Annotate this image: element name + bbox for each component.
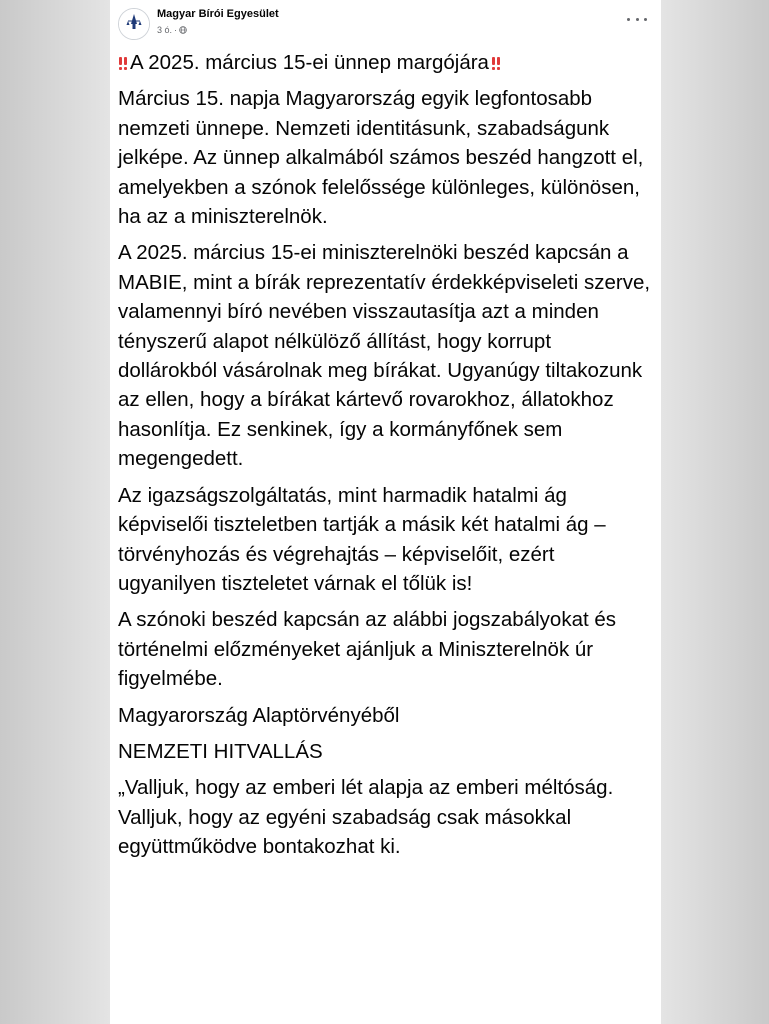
double-exclamation-icon xyxy=(491,55,501,71)
post-paragraph: Magyarország Alaptörvényéből xyxy=(118,703,400,727)
globe-icon xyxy=(179,26,187,34)
post-paragraph: A szónoki beszéd kapcsán az alábbi jogszabályokat és történelmi előzményeket ajánljuk a Miniszterelnök úr figyelmébe. xyxy=(118,608,617,691)
post-title-line xyxy=(118,48,654,77)
post-meta xyxy=(157,25,187,35)
mabie-logo-icon xyxy=(119,9,149,39)
page-name[interactable]: Magyar Bírói Egyesület xyxy=(157,8,279,20)
post-paragraph: Az igazságszolgáltatás, mint harmadik hatalmi ág képviselői tiszteletben tartják a másik két hatalmi ág – törvényhozás és végrehajtás – képviselőit, ezért ugyanilyen tiszteletet várnak el tőlük is! xyxy=(118,483,606,595)
post-body xyxy=(118,48,654,869)
post-paragraph: Március 15. napja Magyarország egyik legfontosabb nemzeti ünnepe. Nemzeti identitásunk, szabadságunk jelképe. Az ünnep alkalmából számos beszéd hangzott el, amelyekben a szónok felelőssége különleges, különösen, ha az a miniszterelnök. xyxy=(118,87,644,229)
post-paragraph: „Valljuk, hogy az emberi lét alapja az emberi méltóság. Valljuk, hogy az egyéni szabadság csak másokkal együttműködve bontakozhat ki. xyxy=(118,776,614,859)
background-left xyxy=(0,0,110,1024)
double-exclamation-icon xyxy=(118,55,128,71)
post-time[interactable]: 3 ó. xyxy=(157,25,173,35)
post-paragraph: A 2025. március 15-ei miniszterelnöki beszéd kapcsán a MABIE, mint a bírák reprezentatív érdekképviseleti szerve, valamennyi bíró nevében visszautasítja azt a minden tényszerű alapot nélkülöző állítást, hogy korrupt dollárokból vásárolnak meg bírákat. Ugyanúgy tiltakozunk az ellen, hogy a bírákat kártevő rovarokhoz, állatokhoz hasonlítja. Ez senkinek, így a kormányfőnek sem megengedett. xyxy=(118,241,651,471)
background-right xyxy=(661,0,769,1024)
facebook-post xyxy=(110,0,661,1024)
post-paragraph: NEMZETI HITVALLÁS xyxy=(118,739,323,763)
post-header xyxy=(110,0,661,46)
more-options-icon[interactable] xyxy=(627,12,647,26)
post-title: A 2025. március 15-ei ünnep margójára xyxy=(130,51,489,74)
meta-separator: · xyxy=(174,25,178,35)
page-avatar[interactable] xyxy=(118,8,150,40)
